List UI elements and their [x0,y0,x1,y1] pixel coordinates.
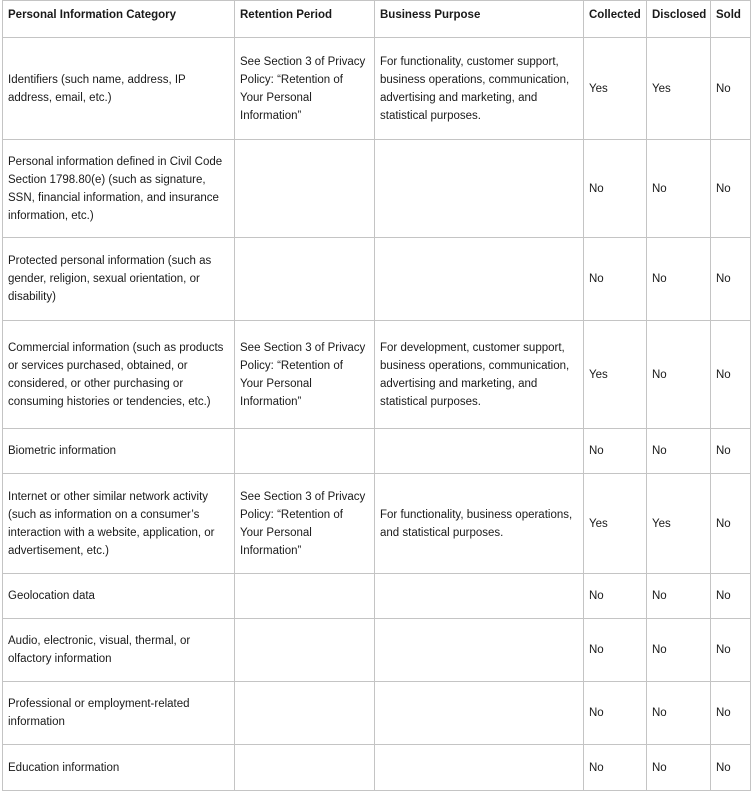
cell-retention [235,429,375,474]
cell-collected: No [584,745,647,791]
cell-retention: See Section 3 of Privacy Policy: “Retention of Your Personal Information” [235,38,375,140]
cell-disclosed: No [647,574,711,619]
cell-purpose: For development, customer support, business operations, communication, advertising and marketing, and statistical purposes. [375,321,584,429]
cell-collected: Yes [584,321,647,429]
cell-disclosed: No [647,619,711,682]
cell-sold: No [711,429,751,474]
cell-collected: Yes [584,474,647,574]
cell-sold: No [711,474,751,574]
cell-retention [235,238,375,321]
cell-disclosed: No [647,321,711,429]
cell-collected: Yes [584,38,647,140]
cell-disclosed: Yes [647,474,711,574]
cell-category: Biometric information [3,429,235,474]
cell-purpose [375,619,584,682]
cell-retention [235,745,375,791]
cell-purpose [375,682,584,745]
cell-purpose [375,429,584,474]
cell-purpose [375,140,584,238]
cell-purpose: For functionality, business operations, and statistical purposes. [375,474,584,574]
cell-category: Identifiers (such name, address, IP address, email, etc.) [3,38,235,140]
cell-disclosed: No [647,745,711,791]
cell-sold: No [711,619,751,682]
cell-purpose: For functionality, customer support, business operations, communication, advertising and marketing, and statistical purposes. [375,38,584,140]
table-row [3,321,751,429]
header-sold: Sold [711,1,751,38]
cell-disclosed: No [647,238,711,321]
cell-retention [235,140,375,238]
cell-collected: No [584,429,647,474]
cell-category: Protected personal information (such as gender, religion, sexual orientation, or disability) [3,238,235,321]
table-row [3,574,751,619]
cell-retention [235,682,375,745]
cell-disclosed: Yes [647,38,711,140]
cell-category: Commercial information (such as products or services purchased, obtained, or considered, or other purchasing or consuming histories or tendencies, etc.) [3,321,235,429]
header-retention: Retention Period [235,1,375,38]
cell-category: Education information [3,745,235,791]
cell-retention [235,574,375,619]
cell-purpose [375,574,584,619]
cell-sold: No [711,238,751,321]
cell-sold: No [711,140,751,238]
table-body [3,38,751,791]
table-row [3,682,751,745]
header-purpose: Business Purpose [375,1,584,38]
cell-sold: No [711,38,751,140]
cell-collected: No [584,682,647,745]
table-row [3,429,751,474]
cell-retention: See Section 3 of Privacy Policy: “Retention of Your Personal Information” [235,474,375,574]
cell-collected: No [584,238,647,321]
cell-collected: No [584,574,647,619]
cell-disclosed: No [647,682,711,745]
cell-retention [235,619,375,682]
cell-sold: No [711,682,751,745]
table-row [3,619,751,682]
personal-information-table [2,0,751,791]
cell-sold: No [711,574,751,619]
cell-category: Audio, electronic, visual, thermal, or olfactory information [3,619,235,682]
cell-retention: See Section 3 of Privacy Policy: “Retention of Your Personal Information” [235,321,375,429]
table-row [3,474,751,574]
cell-category: Geolocation data [3,574,235,619]
cell-purpose [375,238,584,321]
header-collected: Collected [584,1,647,38]
header-disclosed: Disclosed [647,1,711,38]
cell-purpose [375,745,584,791]
table-row [3,745,751,791]
table-row [3,238,751,321]
table-row [3,38,751,140]
cell-category: Professional or employment-related information [3,682,235,745]
table-row [3,140,751,238]
cell-category: Internet or other similar network activity (such as information on a consumer’s interaction with a website, application, or advertisement, etc.) [3,474,235,574]
cell-category: Personal information defined in Civil Code Section 1798.80(e) (such as signature, SSN, financial information, and insurance information, etc.) [3,140,235,238]
cell-disclosed: No [647,140,711,238]
header-category: Personal Information Category [3,1,235,38]
cell-collected: No [584,619,647,682]
table-header-row [3,1,751,38]
cell-collected: No [584,140,647,238]
cell-sold: No [711,321,751,429]
cell-disclosed: No [647,429,711,474]
cell-sold: No [711,745,751,791]
